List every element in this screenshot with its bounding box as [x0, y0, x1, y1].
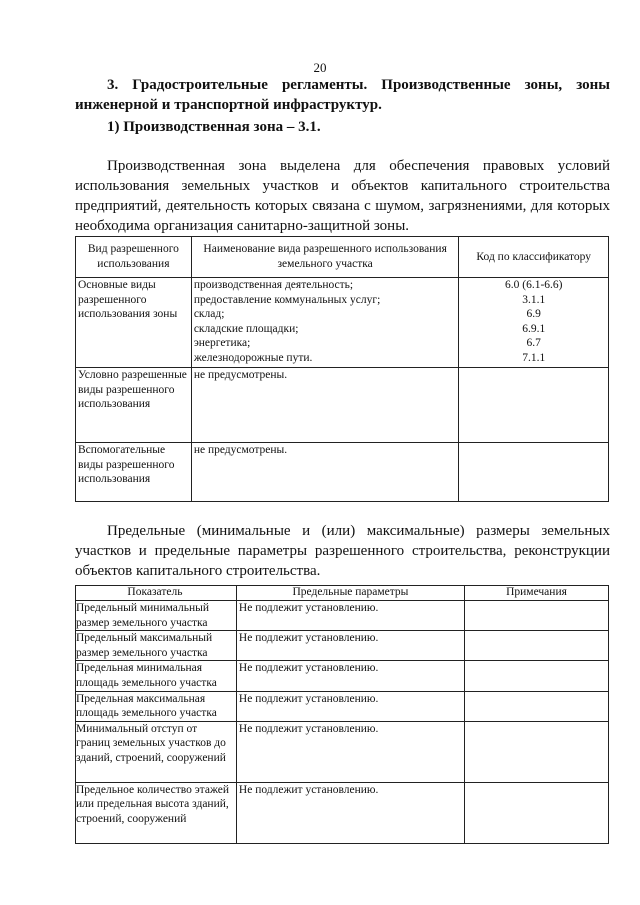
parameter-cell: Не подлежит установлению. — [236, 691, 464, 721]
use-name: предоставление коммунальных услуг; — [193, 293, 381, 306]
indicator-cell: Минимальный отступ от границ земельных участков до зданий, строений, сооружений — [76, 721, 237, 782]
table-row — [76, 601, 609, 631]
parameter-cell: Не подлежит установлению. — [236, 782, 464, 843]
use-type-cell: Основные виды разрешенного использования зоны — [76, 278, 192, 368]
classifier-code: 7.1.1 — [522, 351, 546, 364]
codes-cell — [459, 278, 609, 368]
classifier-code: 6.9.1 — [522, 322, 546, 335]
note-cell — [464, 661, 608, 691]
column-header: Вид разрешенного использования — [76, 237, 192, 278]
indicator-cell: Предельная максимальная площадь земельного участка — [76, 691, 237, 721]
classifier-code: 3.1.1 — [522, 293, 546, 306]
table-row — [76, 368, 609, 443]
table-row — [76, 782, 609, 843]
parameter-cell: Не подлежит установлению. — [236, 601, 464, 631]
use-names-cell — [191, 278, 459, 368]
classifier-code: 6.0 (6.1-6.6) — [504, 279, 563, 291]
use-names-cell: не предусмотрены. — [191, 443, 459, 502]
note-cell — [464, 691, 608, 721]
table-row — [76, 631, 609, 661]
table-row — [76, 721, 609, 782]
use-name: производственная деятельность; — [193, 279, 354, 291]
indicator-cell: Предельное количество этажей или предельная высота зданий, строений, сооружений — [76, 782, 237, 843]
column-header: Примечания — [464, 586, 608, 601]
use-name: энергетика; — [193, 337, 251, 350]
classifier-code: 6.7 — [526, 337, 541, 350]
note-cell — [464, 782, 608, 843]
column-header: Код по классификатору — [459, 237, 609, 278]
note-cell — [464, 601, 608, 631]
parameter-cell: Не подлежит установлению. — [236, 721, 464, 782]
use-name: склад; — [193, 308, 225, 321]
codes-cell — [459, 443, 609, 502]
table-row — [76, 661, 609, 691]
column-header: Показатель — [76, 586, 237, 601]
codes-cell — [459, 368, 609, 443]
note-cell — [464, 631, 608, 661]
use-names-cell: не предусмотрены. — [191, 368, 459, 443]
column-header: Наименование вида разрешенного использования земельного участка — [191, 237, 459, 278]
parameter-cell: Не подлежит установлению. — [236, 661, 464, 691]
use-type-cell: Условно разрешенные виды разрешенного использования — [76, 368, 192, 443]
use-type-cell: Вспомогательные виды разрешенного использования — [76, 443, 192, 502]
zone-description: Производственная зона выделена для обеспечения правовых условий использования земельных участков и объектов капитального строительства предприятий, деятельность которых связана с шумом, загрязнениями, для которых необходима организация санитарно-защитной зоны. — [75, 158, 610, 234]
table-header-row — [76, 586, 609, 601]
note-cell — [464, 721, 608, 782]
permitted-use-table — [75, 236, 609, 502]
column-header: Предельные параметры — [236, 586, 464, 601]
classifier-code: 6.9 — [526, 308, 541, 321]
indicator-cell: Предельный минимальный размер земельного участка — [76, 601, 237, 631]
parameters-table — [75, 585, 609, 844]
table-row — [76, 443, 609, 502]
page-number: 20 — [313, 60, 327, 75]
indicator-cell: Предельная минимальная площадь земельного участка — [76, 661, 237, 691]
parameters-description: Предельные (минимальные и (или) максимальные) размеры земельных участков и предельные параметры разрешенного строительства, реконструкции объектов капитального строительства. — [75, 523, 610, 579]
subsection-heading: 1) Производственная зона – 3.1. — [107, 119, 321, 135]
use-name: складские площадки; — [193, 322, 299, 335]
parameter-cell: Не подлежит установлению. — [236, 631, 464, 661]
use-name: железнодорожные пути. — [193, 351, 313, 364]
table-row — [76, 278, 609, 368]
indicator-cell: Предельный максимальный размер земельного участка — [76, 631, 237, 661]
table-header-row — [76, 237, 609, 278]
section-heading: 3. Градостроительные регламенты. Производственные зоны, зоны инженерной и транспортной инфраструктур. — [75, 77, 610, 113]
table-row — [76, 691, 609, 721]
